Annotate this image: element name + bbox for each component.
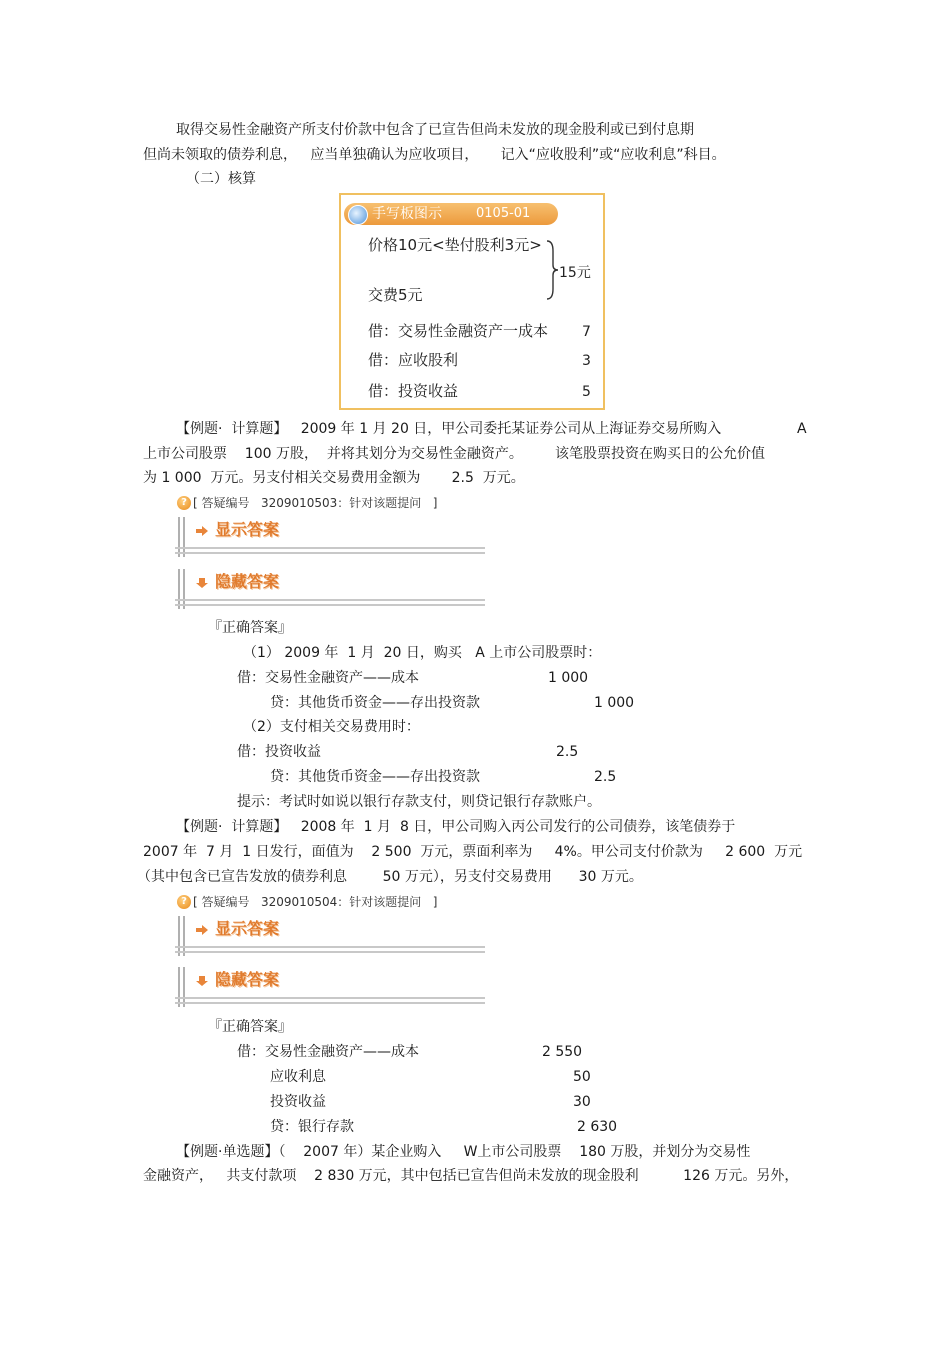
ex2-answer-line-1-value: 2 550 <box>542 1044 583 1060</box>
ex1-answer-title: 『正确答案』 <box>208 620 292 636</box>
ex2-answer-line-4: 贷：银行存款 <box>270 1119 354 1135</box>
ex2-line-3: （其中包含已宣告发放的债券利息 50 万元），另支付交易费用 30 万元。 <box>137 869 643 885</box>
board-title: 手写板图示 <box>372 206 442 222</box>
board-code: 0105-01 <box>476 206 531 221</box>
ex1-line-3: 为 1 000 万元。另支付相关交易费用金额为 2.5 万元。 <box>143 470 525 486</box>
ex1-qa-link[interactable]: [ 答疑编号 3209010503：针对该题提问 ] <box>193 496 438 510</box>
board-row-1-label: 借：交易性金融资产一成本 <box>368 322 549 340</box>
brace-icon <box>545 239 559 301</box>
ex2-qa-link[interactable]: [ 答疑编号 3209010504：针对该题提问 ] <box>193 895 438 909</box>
ex1-hide-answer-button[interactable] <box>175 569 485 609</box>
ex1-answer-line-2-value: 1 000 <box>548 670 589 686</box>
board-row-2-label: 借：应收股利 <box>368 351 459 369</box>
section-heading: （二）核算 <box>186 171 256 187</box>
hide-answer-label: 隐藏答案 <box>215 572 280 591</box>
intro-line-1: 取得交易性金融资产所支付价款中包含了已宣告但尚未发放的现金股利或已到付息期 <box>176 122 694 138</box>
board-fee: 交费5元 <box>368 286 423 304</box>
ex1-line-1-end: A <box>797 421 807 437</box>
ex1-answer-line-5: 借：投资收益 <box>237 744 321 760</box>
ex1-answer-line-6-value: 2.5 <box>594 769 617 785</box>
board-row-3-label: 借：投资收益 <box>368 382 459 400</box>
ex1-answer-line-5-value: 2.5 <box>556 744 579 760</box>
ex2-answer-line-3-value: 30 <box>573 1094 591 1110</box>
board-total: 15元 <box>559 265 591 281</box>
question-icon: ? <box>177 496 191 510</box>
ex2-answer-line-2-value: 50 <box>573 1069 591 1085</box>
ex3-line-2: 金融资产， 共支付款项 2 830 万元，其中包括已宣告但尚未发放的现金股利 126 万元。另外， <box>143 1168 799 1184</box>
ex1-answer-line-1: （1） 2009 年 1 月 20 日，购买 A 上市公司股票时： <box>243 645 602 661</box>
ex2-answer-title: 『正确答案』 <box>208 1019 292 1035</box>
board-logo-icon <box>348 205 368 225</box>
ex2-line-2: 2007 年 7 月 1 日发行，面值为 2 500 万元，票面利率为 4%。甲公司支付价款为 2 600 万元 <box>143 844 803 860</box>
show-answer-label: 显示答案 <box>215 919 280 938</box>
arrow-down-icon <box>195 975 209 987</box>
ex1-answer-line-3: 贷：其他货币资金——存出投资款 <box>270 695 480 711</box>
ex2-answer-line-2: 应收利息 <box>270 1069 326 1085</box>
ex2-answer-line-4-value: 2 630 <box>577 1119 618 1135</box>
ex1-line-1: 【例题· 计算题】 2009 年 1 月 20 日，甲公司委托某证券公司从上海证券交易所购入 <box>176 421 722 437</box>
ex1-answer-line-4: （2）支付相关交易费用时： <box>243 719 420 735</box>
ex1-answer-line-2: 借：交易性金融资产——成本 <box>237 670 419 686</box>
ex1-tip: 提示：考试时如说以银行存款支付，则贷记银行存款账户。 <box>237 794 601 810</box>
ex2-answer-line-1: 借：交易性金融资产——成本 <box>237 1044 419 1060</box>
question-icon: ? <box>177 895 191 909</box>
ex2-hide-answer-button[interactable] <box>175 967 485 1007</box>
ex2-answer-line-3: 投资收益 <box>270 1094 326 1110</box>
arrow-right-icon <box>195 924 209 936</box>
ex1-line-2: 上市公司股票 100 万股， 并将其划分为交易性金融资产。 <box>143 446 523 462</box>
board-row-2-value: 3 <box>582 353 591 369</box>
intro-line-2: 但尚未领取的债券利息， 应当单独确认为应收项目， 记入“应收股利”或“应收利息”科目。 <box>143 147 726 163</box>
ex1-answer-line-3-value: 1 000 <box>594 695 635 711</box>
show-answer-label: 显示答案 <box>215 520 280 539</box>
arrow-down-icon <box>195 577 209 589</box>
board-row-3-value: 5 <box>582 384 591 400</box>
ex1-answer-line-6: 贷：其他货币资金——存出投资款 <box>270 769 480 785</box>
ex2-line-1: 【例题· 计算题】 2008 年 1 月 8 日，甲公司购入丙公司发行的公司债券，该笔债券于 <box>176 819 736 835</box>
board-header <box>344 203 558 225</box>
hide-answer-label: 隐藏答案 <box>215 970 280 989</box>
ex1-line-2b: 该笔股票投资在购买日的公允价值 <box>555 446 765 462</box>
ex3-line-1: 【例题·单选题】（ 2007 年）某企业购入 W上市公司股票 180 万股，并划分为交易性 <box>176 1144 751 1160</box>
board-price: 价格10元<垫付股利3元> <box>368 236 542 254</box>
arrow-right-icon <box>195 525 209 537</box>
ex2-show-answer-button[interactable] <box>175 916 485 956</box>
handwriting-board <box>339 193 605 410</box>
board-row-1-value: 7 <box>582 324 591 340</box>
ex1-show-answer-button[interactable] <box>175 517 485 557</box>
